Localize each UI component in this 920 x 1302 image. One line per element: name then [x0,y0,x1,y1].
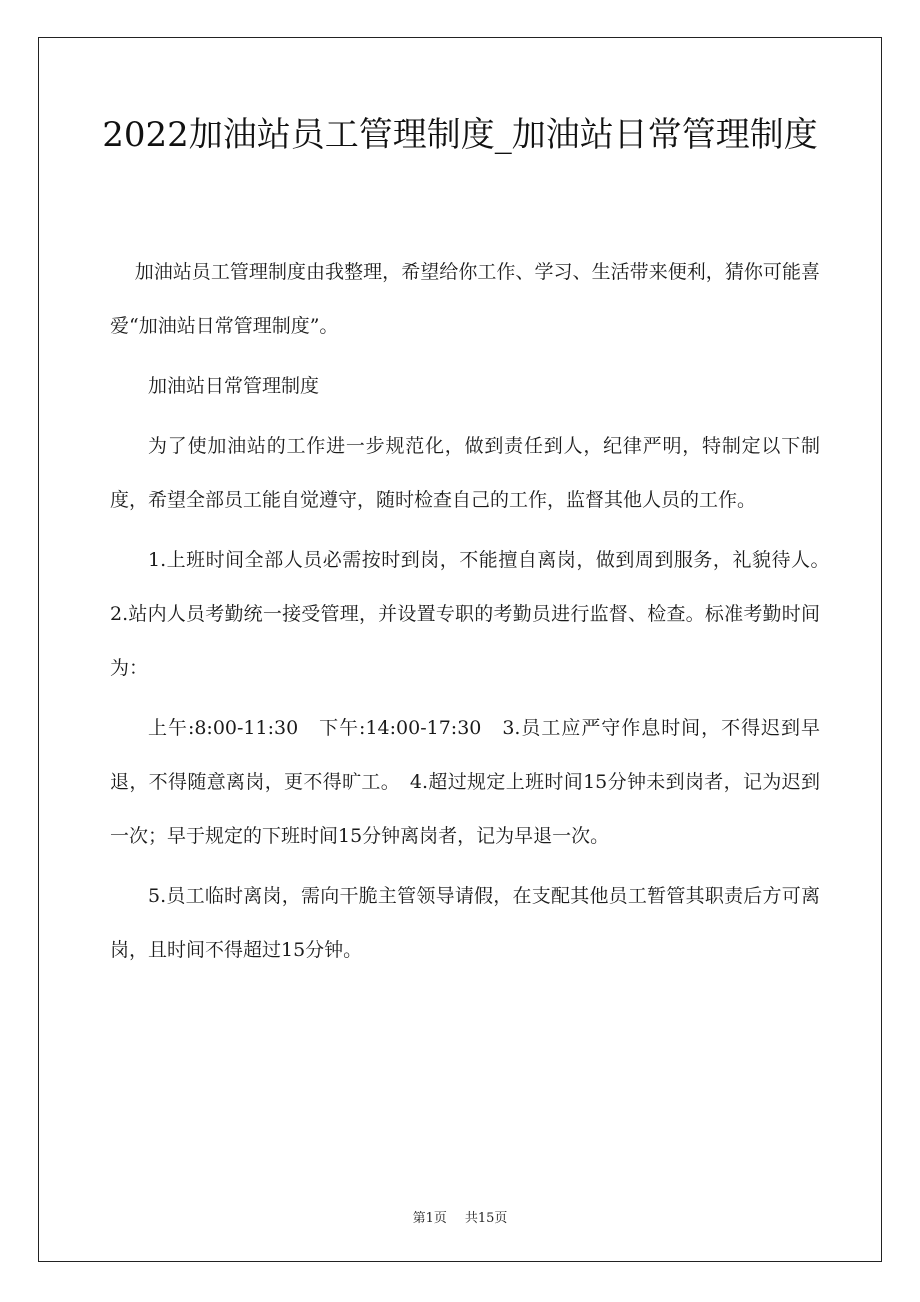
document-title: 2022加油站员工管理制度_加油站日常管理制度 [102,115,818,155]
page-footer [0,1207,920,1226]
page-number: 第1页 [412,1211,447,1226]
body-paragraph: 上午:8:00-11:30 下午:14:00-17:30 3.员工应严守作息时间，不得迟到早退，不得随意离岗，更不得旷工。 4.超过规定上班时间15分钟未到岗者，记为迟到一次；早于规定的下班时间15分钟离岗者，记为早退一次。 [110,717,820,847]
section-heading: 加油站日常管理制度 [148,375,320,397]
intro-paragraph: 加油站员工管理制度由我整理，希望给你工作、学习、生活带来便利，猜你可能喜爱“加油站日常管理制度”。 [110,261,820,337]
page-total: 共15页 [464,1211,508,1226]
body-paragraph: 5.员工临时离岗，需向干脆主管领导请假，在支配其他员工暂管其职责后方可离岗，且时间不得超过15分钟。 [110,885,820,961]
body-paragraph: 为了使加油站的工作进一步规范化，做到责任到人，纪律严明，特制定以下制度，希望全部员工能自觉遵守，随时检查自己的工作，监督其他人员的工作。 [110,435,820,511]
body-paragraph: 1.上班时间全部人员必需按时到岗，不能擅自离岗，做到周到服务，礼貌待人。 2.站内人员考勤统一接受管理，并设置专职的考勤员进行监督、检查。标准考勤时间为： [110,549,840,679]
document-body [110,245,840,983]
